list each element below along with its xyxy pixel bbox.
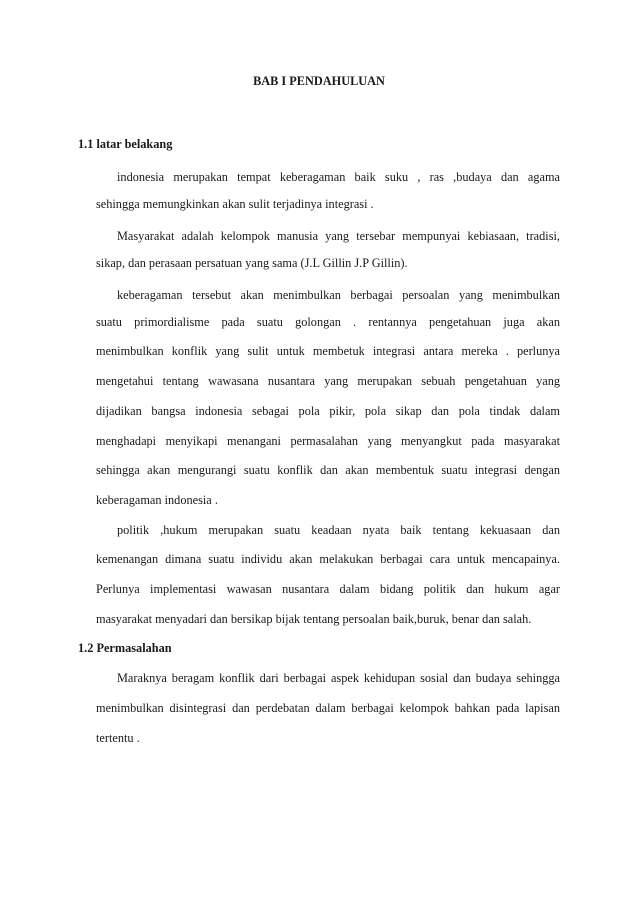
paragraph-line: menimbulkan konflik yang sulit untuk membetuk integrasi antara mereka . perlunya (96, 344, 560, 358)
paragraph-line: kemenangan dimana suatu individu akan melakukan berbagai cara untuk mencapainya. (96, 552, 560, 566)
paragraph-line: Masyarakat adalah kelompok manusia yang tersebar mempunyai kebiasaan, tradisi, (117, 229, 560, 243)
paragraph-line: menghadapi menyikapi menangani permasalahan yang menyangkut pada masyarakat (96, 434, 560, 448)
paragraph-line: sehingga akan mengurangi suatu konflik dan akan membentuk suatu integrasi dengan (96, 463, 560, 477)
paragraph-line: keberagaman tersebut akan menimbulkan berbagai persoalan yang menimbulkan (117, 288, 560, 302)
paragraph-line: Perlunya implementasi wawasan nusantara dalam bidang politik dan hukum agar (96, 582, 560, 596)
paragraph-line: masyarakat menyadari dan bersikap bijak tentang persoalan baik,buruk, benar dan salah. (96, 612, 532, 626)
paragraph-line: indonesia merupakan tempat keberagaman baik suku , ras ,budaya dan agama (117, 170, 560, 184)
paragraph-line: sehingga memungkinkan akan sulit terjadinya integrasi . (96, 197, 374, 211)
paragraph-line: politik ,hukum merupakan suatu keadaan nyata baik tentang kekuasaan dan (117, 523, 560, 537)
paragraph-line: tertentu . (96, 731, 140, 745)
paragraph-line: sikap, dan perasaan persatuan yang sama (J.L Gillin J.P Gillin). (96, 256, 408, 270)
paragraph-line: Maraknya beragam konflik dari berbagai aspek kehidupan sosial dan budaya sehingga (117, 671, 560, 685)
paragraph-line: dijadikan bangsa indonesia sebagai pola pikir, pola sikap dan pola tindak dalam (96, 404, 560, 418)
paragraph-line: suatu primordialisme pada suatu golongan . rentannya pengetahuan juga akan (96, 315, 560, 329)
section-heading-latar-belakang: 1.1 latar belakang (78, 137, 173, 151)
paragraph-line: menimbulkan disintegrasi dan perdebatan dalam berbagai kelompok bahkan pada lapisan (96, 701, 560, 715)
chapter-title: BAB I PENDAHULUAN (253, 74, 385, 88)
section-heading-permasalahan: 1.2 Permasalahan (78, 641, 172, 655)
paragraph-line: keberagaman indonesia . (96, 493, 218, 507)
paragraph-line: mengetahui tentang wawasana nusantara yang merupakan sebuah pengetahuan yang (96, 374, 560, 388)
